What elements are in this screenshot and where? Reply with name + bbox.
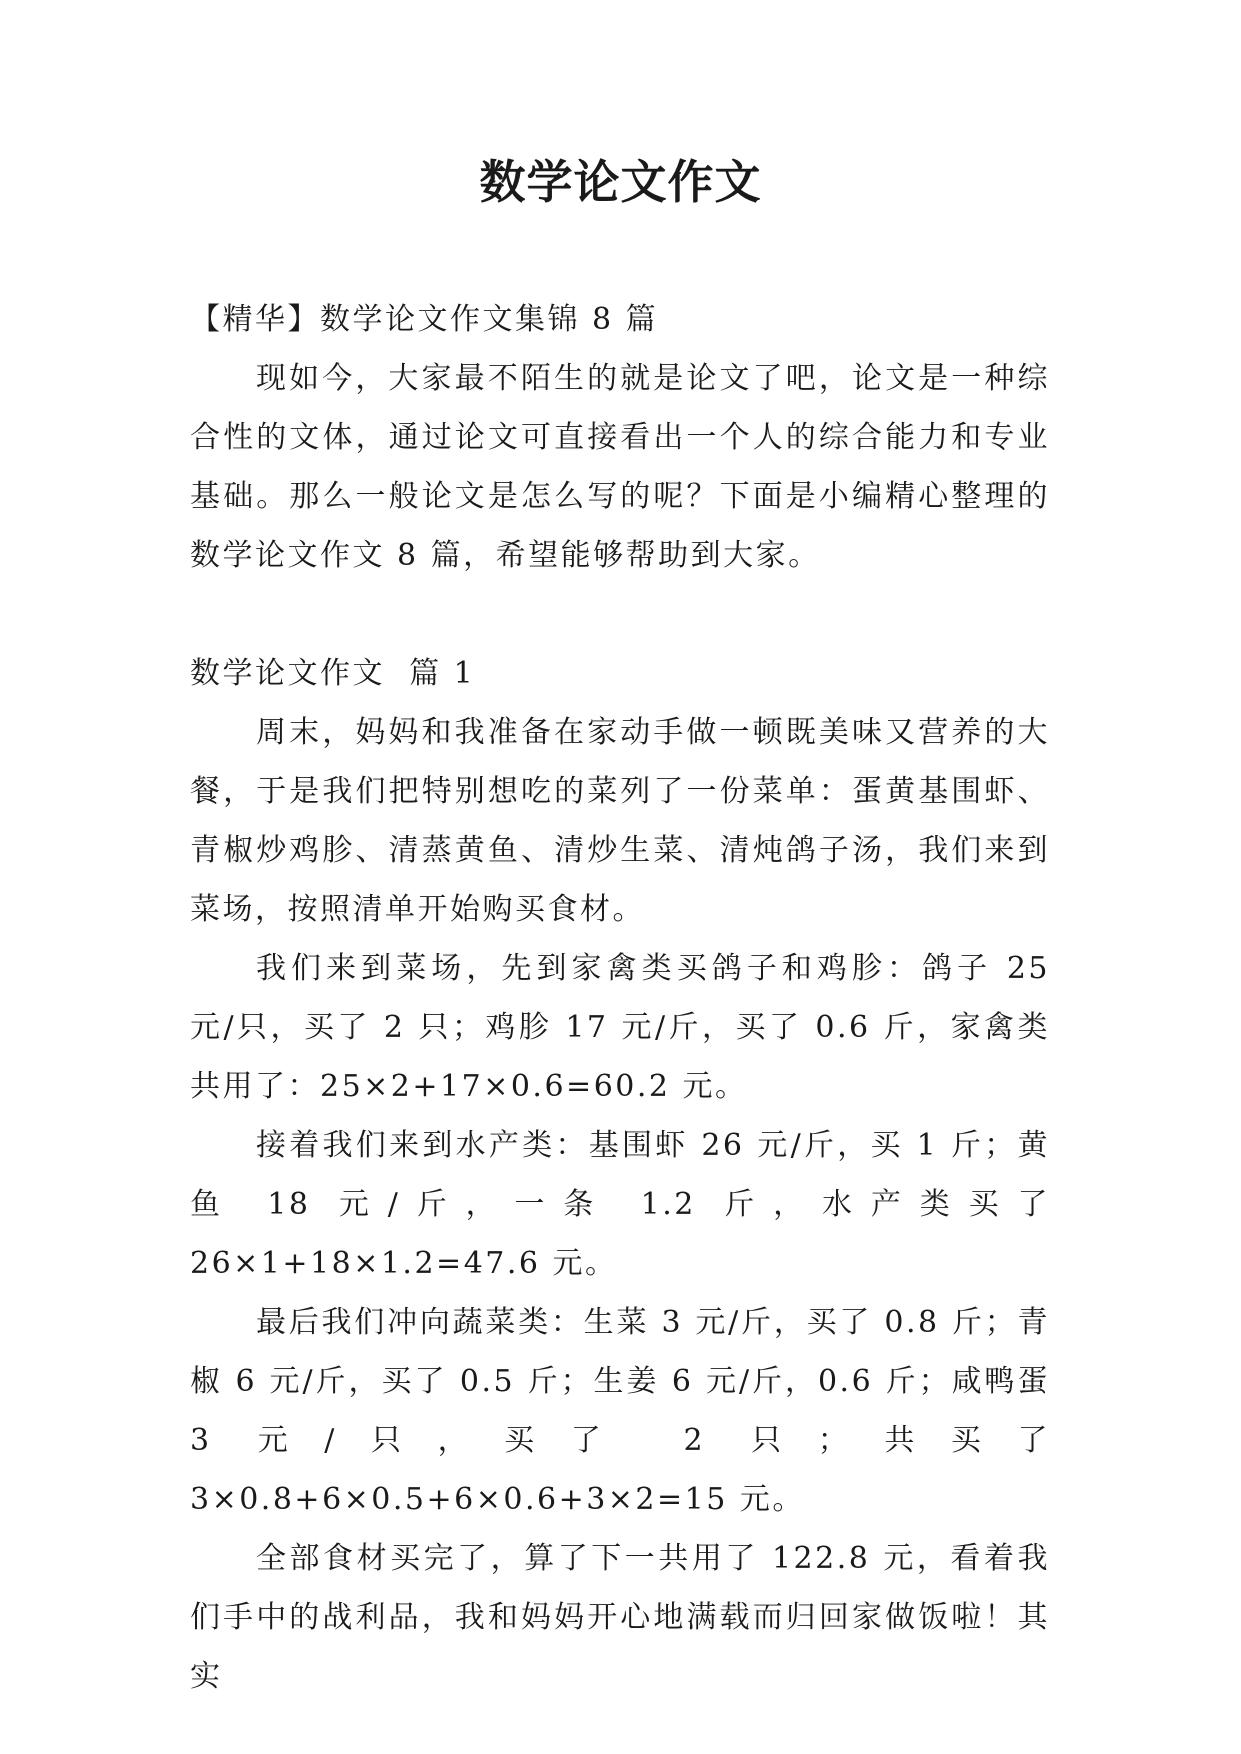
body-paragraph: 最后我们冲向蔬菜类：生菜 3 元/斤，买了 0.8 斤；青椒 6 元/斤，买了 0.5 斤；生姜 6 元/斤，0.6 斤；咸鸭蛋 3 元/只，买了 2 只；共买了 3×0.8+6×0.5+6×0.6+3×2=15 元。 [190, 1305, 1050, 1517]
body-paragraph: 我们来到菜场，先到家禽类买鸽子和鸡胗：鸽子 25 元/只，买了 2 只；鸡胗 17 元/斤，买了 0.6 斤，家禽类共用了：25×2+17×0.6=60.2 元。 [190, 951, 1050, 1104]
document-title: 数学论文作文 [479, 155, 762, 209]
body-paragraph: 全部食材买完了，算了下一共用了 122.8 元，看着我们手中的战利品，我和妈妈开心地满载而归回家做饭啦！其实 [190, 1541, 1050, 1694]
body-paragraph: 周末，妈妈和我准备在家动手做一顿既美味又营养的大餐，于是我们把特别想吃的菜列了一份菜单：蛋黄基围虾、青椒炒鸡胗、清蒸黄鱼、清炒生菜、清炖鸽子汤，我们来到菜场，按照清单开始购买食材。 [190, 715, 1050, 927]
section-spacer [190, 585, 1050, 644]
body-paragraph: 接着我们来到水产类：基围虾 26 元/斤，买 1 斤；黄鱼 18 元/斤，一条 1.2 斤，水产类买了 26×1+18×1.2=47.6 元。 [190, 1128, 1050, 1281]
intro-paragraph: 现如今，大家最不陌生的就是论文了吧，论文是一种综合性的文体，通过论文可直接看出一个人的综合能力和专业基础。那么一般论文是怎么写的呢？下面是小编精心整理的数学论文作文 8 篇，希望能够帮助到大家。 [190, 361, 1050, 573]
document-body [190, 290, 1050, 1706]
section-heading: 数学论文作文 篇 1 [190, 656, 476, 691]
collection-subtitle: 【精华】数学论文作文集锦 8 篇 [190, 302, 659, 337]
